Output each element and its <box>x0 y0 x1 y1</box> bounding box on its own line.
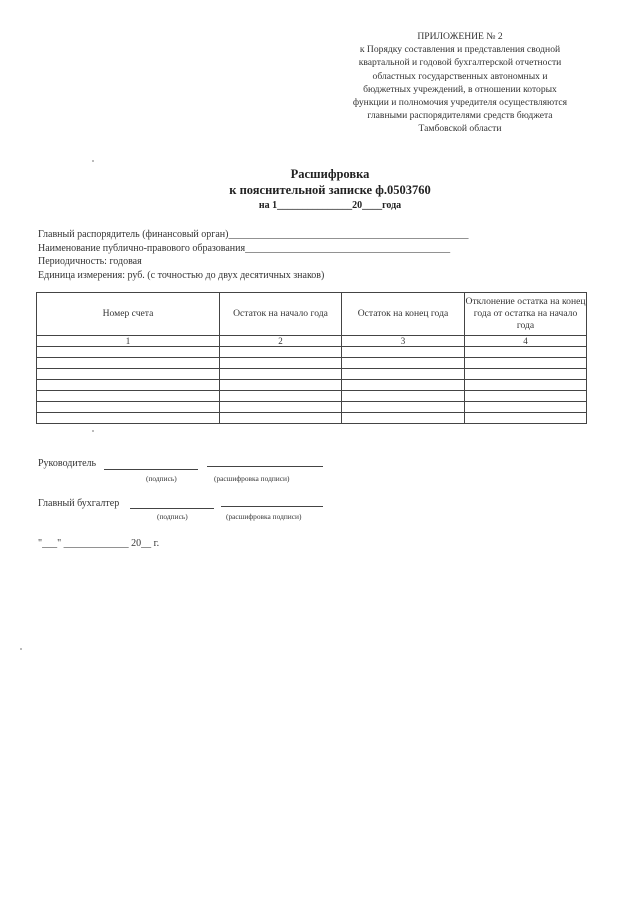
head-sign-caption: (подпись) <box>146 474 177 483</box>
table-row <box>37 402 587 413</box>
accountant-signature-line[interactable] <box>130 508 214 509</box>
head-decode-caption: (расшифровка подписи) <box>214 474 290 483</box>
head-decode-line[interactable] <box>207 466 323 467</box>
appendix-line: функции и полномочия учредителя осуществляются <box>352 97 568 109</box>
head-signature-line[interactable] <box>104 469 198 470</box>
unit-text: Единица измерения: руб. (с точностью до двух десятичных знаков) <box>38 269 325 281</box>
table-row <box>37 391 587 402</box>
table-cell[interactable] <box>220 413 342 424</box>
periodicity-text: Периодичность: годовая <box>38 256 142 267</box>
title-date-line: на 1_______________20____года <box>258 200 402 211</box>
table-cell[interactable] <box>37 391 220 402</box>
table-cell[interactable] <box>465 391 587 402</box>
column-number-row <box>37 336 587 347</box>
header-account-number: Номер счета <box>37 293 220 336</box>
table-cell[interactable] <box>37 380 220 391</box>
table-cell[interactable] <box>37 358 220 369</box>
scan-speck <box>20 648 22 650</box>
head-label: Руководитель <box>38 458 97 469</box>
table-cell[interactable] <box>342 380 465 391</box>
scan-speck <box>92 160 94 162</box>
table-row <box>37 369 587 380</box>
table-cell[interactable] <box>465 413 587 424</box>
table-cell[interactable] <box>465 369 587 380</box>
table-cell[interactable] <box>37 402 220 413</box>
table-cell[interactable] <box>220 391 342 402</box>
appendix-line: квартальной и годовой бухгалтерской отчетности <box>358 57 562 69</box>
table-cell[interactable] <box>465 380 587 391</box>
table-cell[interactable] <box>220 369 342 380</box>
table-cell[interactable] <box>342 391 465 402</box>
accountant-decode-caption: (расшифровка подписи) <box>226 512 302 521</box>
table-cell[interactable] <box>465 358 587 369</box>
table-cell[interactable] <box>37 413 220 424</box>
table-cell[interactable] <box>342 369 465 380</box>
accountant-sign-caption: (подпись) <box>157 512 188 521</box>
table-cell[interactable] <box>465 347 587 358</box>
appendix-line: к Порядку составления и представления сводной <box>359 44 561 56</box>
table-cell[interactable] <box>220 358 342 369</box>
table-cell[interactable] <box>342 358 465 369</box>
chief-administrator-field[interactable]: Главный распорядитель (финансовый орган)________________________________________________ <box>38 229 469 240</box>
info-block <box>38 228 598 282</box>
scan-speck <box>92 430 94 432</box>
accountant-decode-line[interactable] <box>221 506 323 507</box>
table-cell[interactable] <box>342 347 465 358</box>
signature-date-line[interactable]: "___" _____________ 20__ г. <box>38 538 160 549</box>
column-number: 3 <box>342 336 465 347</box>
table-cell[interactable] <box>220 347 342 358</box>
column-number: 1 <box>37 336 220 347</box>
table-cell[interactable] <box>465 402 587 413</box>
appendix-header <box>330 30 590 136</box>
title-line-2: к пояснительной записке ф.0503760 <box>229 183 431 197</box>
appendix-line: областных государственных автономных и <box>372 70 548 82</box>
document-title <box>160 166 500 213</box>
table-row <box>37 413 587 424</box>
accountant-label: Главный бухгалтер <box>38 498 120 509</box>
public-entity-field[interactable]: Наименование публично-правового образования_________________________________________ <box>38 242 451 254</box>
table-row <box>37 380 587 391</box>
appendix-line: ПРИЛОЖЕНИЕ № 2 <box>417 31 503 42</box>
table-cell[interactable] <box>37 347 220 358</box>
header-closing-balance: Остаток на конец года <box>342 293 465 336</box>
title-line-1: Расшифровка <box>290 167 370 181</box>
table-header-row <box>37 293 587 336</box>
table-cell[interactable] <box>220 402 342 413</box>
table-row <box>37 347 587 358</box>
decoding-table <box>36 292 587 424</box>
table-cell[interactable] <box>342 402 465 413</box>
header-opening-balance: Остаток на начало года <box>220 293 342 336</box>
table-cell[interactable] <box>37 369 220 380</box>
table-cell[interactable] <box>220 380 342 391</box>
appendix-line: Тамбовской области <box>418 123 502 135</box>
table-cell[interactable] <box>342 413 465 424</box>
column-number: 4 <box>465 336 587 347</box>
column-number: 2 <box>220 336 342 347</box>
header-deviation: Отклонение остатка на конец года от остатка на начало года <box>465 293 587 336</box>
table-row <box>37 358 587 369</box>
appendix-line: бюджетных учреждений, в отношении которых <box>363 83 557 95</box>
appendix-line: главными распорядителями средств бюджета <box>367 110 553 122</box>
